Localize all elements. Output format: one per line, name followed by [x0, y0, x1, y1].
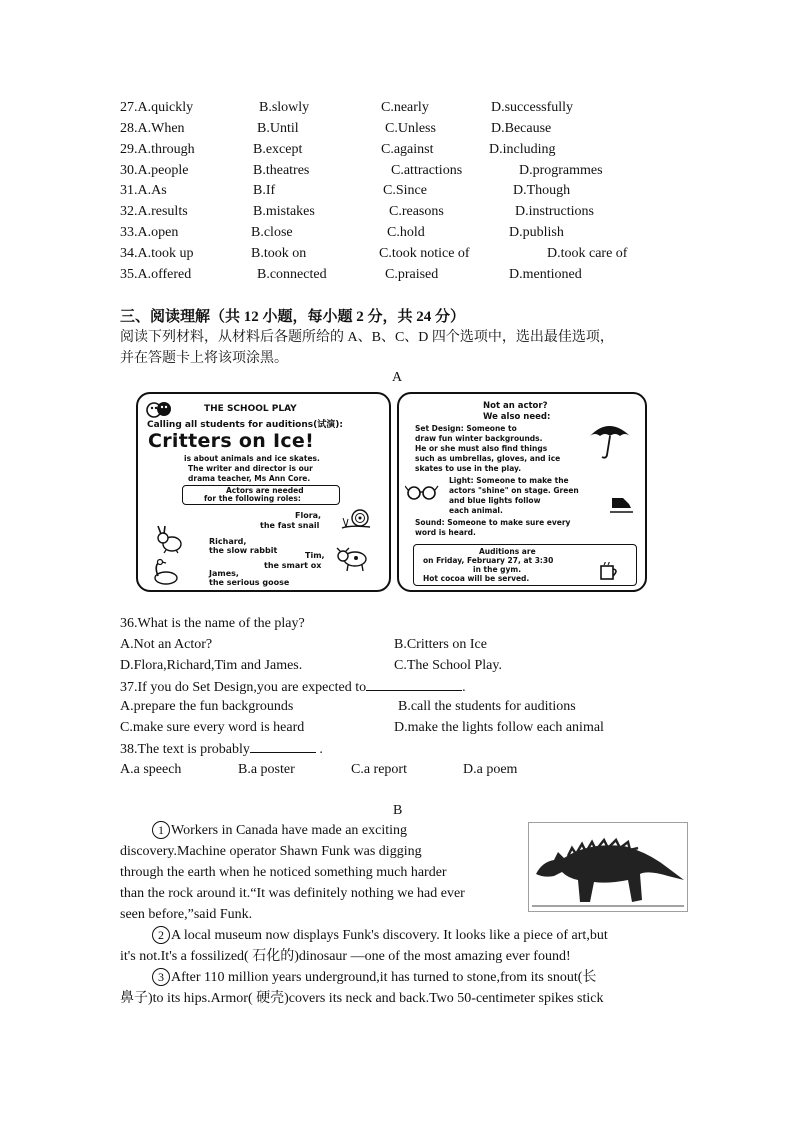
option-32a: 32.A.results [120, 204, 188, 219]
cup-icon [599, 562, 621, 582]
role-tim-name: Tim, [305, 551, 325, 560]
role-richard-desc: the slow rabbit [209, 546, 278, 555]
q37-line: 37.If you do Set Design,you are expected to . [120, 680, 466, 695]
q37-blank [366, 678, 462, 691]
section-instruction-2: 并在答题卡上将该项涂黑。 [120, 351, 288, 366]
auditions-3: in the gym. [473, 565, 522, 574]
option-34d: D.took care of [547, 246, 628, 261]
roles-box-line-1: Actors are needed [226, 486, 304, 495]
para2-line1-text: A local museum now displays Funk's discovery. It looks like a piece of art,but [171, 928, 608, 943]
para-number-2: 2 [152, 926, 170, 944]
option-29b: B.except [253, 142, 303, 157]
light-4: each animal. [449, 506, 503, 515]
option-28c: C.Unless [385, 121, 436, 136]
para1-line2: discovery.Machine operator Shawn Funk was digging [120, 844, 422, 859]
poster-desc-3: drama teacher, Ms Ann Core. [188, 474, 311, 483]
passage-a-label: A [392, 370, 403, 385]
q36-option-a: A.Not an Actor? [120, 637, 213, 652]
option-31b: B.If [253, 183, 276, 198]
role-richard-name: Richard, [209, 537, 247, 546]
set-design-5: skates to use in the play. [415, 464, 522, 473]
poster-play-title: Critters on Ice! [148, 430, 315, 452]
option-29a: 29.A.through [120, 142, 195, 157]
option-35d: D.mentioned [509, 267, 582, 282]
option-30a: 30.A.people [120, 163, 189, 178]
roles-box-line-2: for the following roles: [204, 494, 301, 503]
goose-icon [150, 558, 180, 586]
option-34b: B.took on [251, 246, 307, 261]
set-design-1: Set Design: Someone to [415, 424, 517, 433]
q36-text: 36.What is the name of the play? [120, 616, 305, 631]
skate-icon [609, 494, 635, 514]
para1-line1-text: Workers in Canada have made an exciting [171, 823, 408, 838]
auditions-2: on Friday, February 27, at 3:30 [423, 556, 554, 565]
poster-calling: Calling all students for auditions(试演): [147, 420, 343, 430]
sound-1: Sound: Someone to make sure every [415, 518, 571, 527]
role-flora-name: Flora, [295, 511, 322, 520]
dinosaur-fossil-image [528, 822, 688, 912]
q36-option-b: B.Critters on Ice [394, 637, 487, 652]
auditions-1: Auditions are [479, 547, 536, 556]
para-number-3: 3 [152, 968, 170, 986]
para2-line2: it's not.It's a fossilized( 石化的)dinosaur —one of the most amazing ever found! [120, 949, 571, 964]
light-1: Light: Someone to make the [449, 476, 569, 485]
para-number-1: 1 [152, 821, 170, 839]
option-28d: D.Because [491, 121, 552, 136]
para1-line3: through the earth when he noticed something much harder [120, 865, 447, 880]
para1-line4: than the rock around it.“It was definitely nothing we had ever [120, 886, 465, 901]
role-tim-desc: the smart ox [264, 561, 322, 570]
option-27a: 27.A.quickly [120, 100, 194, 115]
role-flora-desc: the fast snail [260, 521, 320, 530]
rabbit-icon [154, 524, 184, 554]
sound-2: word is heard. [415, 528, 476, 537]
q38-option-a: A.a speech [120, 762, 182, 777]
option-29d: D.including [489, 142, 556, 157]
option-35a: 35.A.offered [120, 267, 192, 282]
option-33d: D.publish [509, 225, 564, 240]
section-instruction-1: 阅读下列材料，从材料后各题所给的 A、B、C、D 四个选项中，选出最佳选项， [120, 330, 614, 345]
section-title: 三、阅读理解（共 12 小题，每小题 2 分，共 24 分） [120, 309, 466, 325]
snail-icon [340, 508, 376, 530]
option-35c: C.praised [385, 267, 439, 282]
option-35b: B.connected [257, 267, 327, 282]
option-27b: B.slowly [259, 100, 310, 115]
option-30c: C.attractions [391, 163, 463, 178]
option-31a: 31.A.As [120, 183, 167, 198]
option-34a: 34.A.took up [120, 246, 194, 261]
option-33c: C.hold [387, 225, 425, 240]
q38-option-d: D.a poem [463, 762, 518, 777]
light-2: actors "shine" on stage. Green [449, 486, 579, 495]
option-34c: C.took notice of [379, 246, 470, 261]
option-31c: C.Since [383, 183, 427, 198]
q38-line: 38.The text is probably . [120, 742, 323, 757]
poster-also-need: We also need: [483, 412, 551, 422]
q36-option-c: C.The School Play. [394, 658, 502, 673]
para1-line5: seen before,”said Funk. [120, 907, 253, 922]
q36-option-d: D.Flora,Richard,Tim and James. [120, 658, 303, 673]
option-30d: D.programmes [519, 163, 603, 178]
para2-line1 [152, 925, 608, 946]
passage-b-label: B [393, 803, 403, 818]
role-james-name: James, [209, 569, 239, 578]
q37-option-b: B.call the students for auditions [398, 699, 576, 714]
q37-option-d: D.make the lights follow each animal [394, 720, 604, 735]
option-30b: B.theatres [253, 163, 310, 178]
set-design-2: draw fun winter backgrounds. [415, 434, 543, 443]
para1-line1 [152, 820, 407, 841]
q38-option-b: B.a poster [238, 762, 295, 777]
q38-option-c: C.a report [351, 762, 407, 777]
option-31d: D.Though [513, 183, 571, 198]
para3-line2: 鼻子)to its hips.Armor( 硬壳)covers its neck and back.Two 50-centimeter spikes stick [120, 991, 604, 1006]
option-28a: 28.A.When [120, 121, 185, 136]
ox-icon [336, 546, 370, 572]
option-32c: C.reasons [389, 204, 444, 219]
q37-text: 37.If you do Set Design,you are expected to [120, 680, 367, 695]
glasses-icon [405, 482, 439, 504]
poster-left [136, 392, 391, 592]
poster-desc-2: The writer and director is our [188, 464, 313, 473]
auditions-4: Hot cocoa will be served. [423, 574, 530, 583]
option-32b: B.mistakes [253, 204, 315, 219]
q38-text: 38.The text is probably [120, 742, 250, 757]
option-32d: D.instructions [515, 204, 594, 219]
para3-line1-text: After 110 million years underground,it has turned to stone,from its snout(长 [171, 970, 597, 985]
q37-option-c: C.make sure every word is heard [120, 720, 305, 735]
poster-not-actor: Not an actor? [483, 401, 548, 411]
option-27c: C.nearly [381, 100, 429, 115]
option-27d: D.successfully [491, 100, 574, 115]
option-33b: B.close [251, 225, 293, 240]
role-james-desc: the serious goose [209, 578, 290, 587]
set-design-3: He or she must also find things [415, 444, 548, 453]
q37-option-a: A.prepare the fun backgrounds [120, 699, 294, 714]
poster-desc-1: is about animals and ice skates. [184, 454, 320, 463]
option-29c: C.against [381, 142, 434, 157]
poster-right [397, 392, 647, 592]
poster-header: THE SCHOOL PLAY [204, 404, 297, 414]
light-3: and blue lights follow [449, 496, 541, 505]
option-28b: B.Until [257, 121, 299, 136]
umbrella-icon [587, 420, 633, 460]
set-design-4: such as umbrellas, gloves, and ice [415, 454, 561, 463]
para3-line1 [152, 967, 596, 988]
q38-blank [250, 740, 316, 753]
option-33a: 33.A.open [120, 225, 179, 240]
